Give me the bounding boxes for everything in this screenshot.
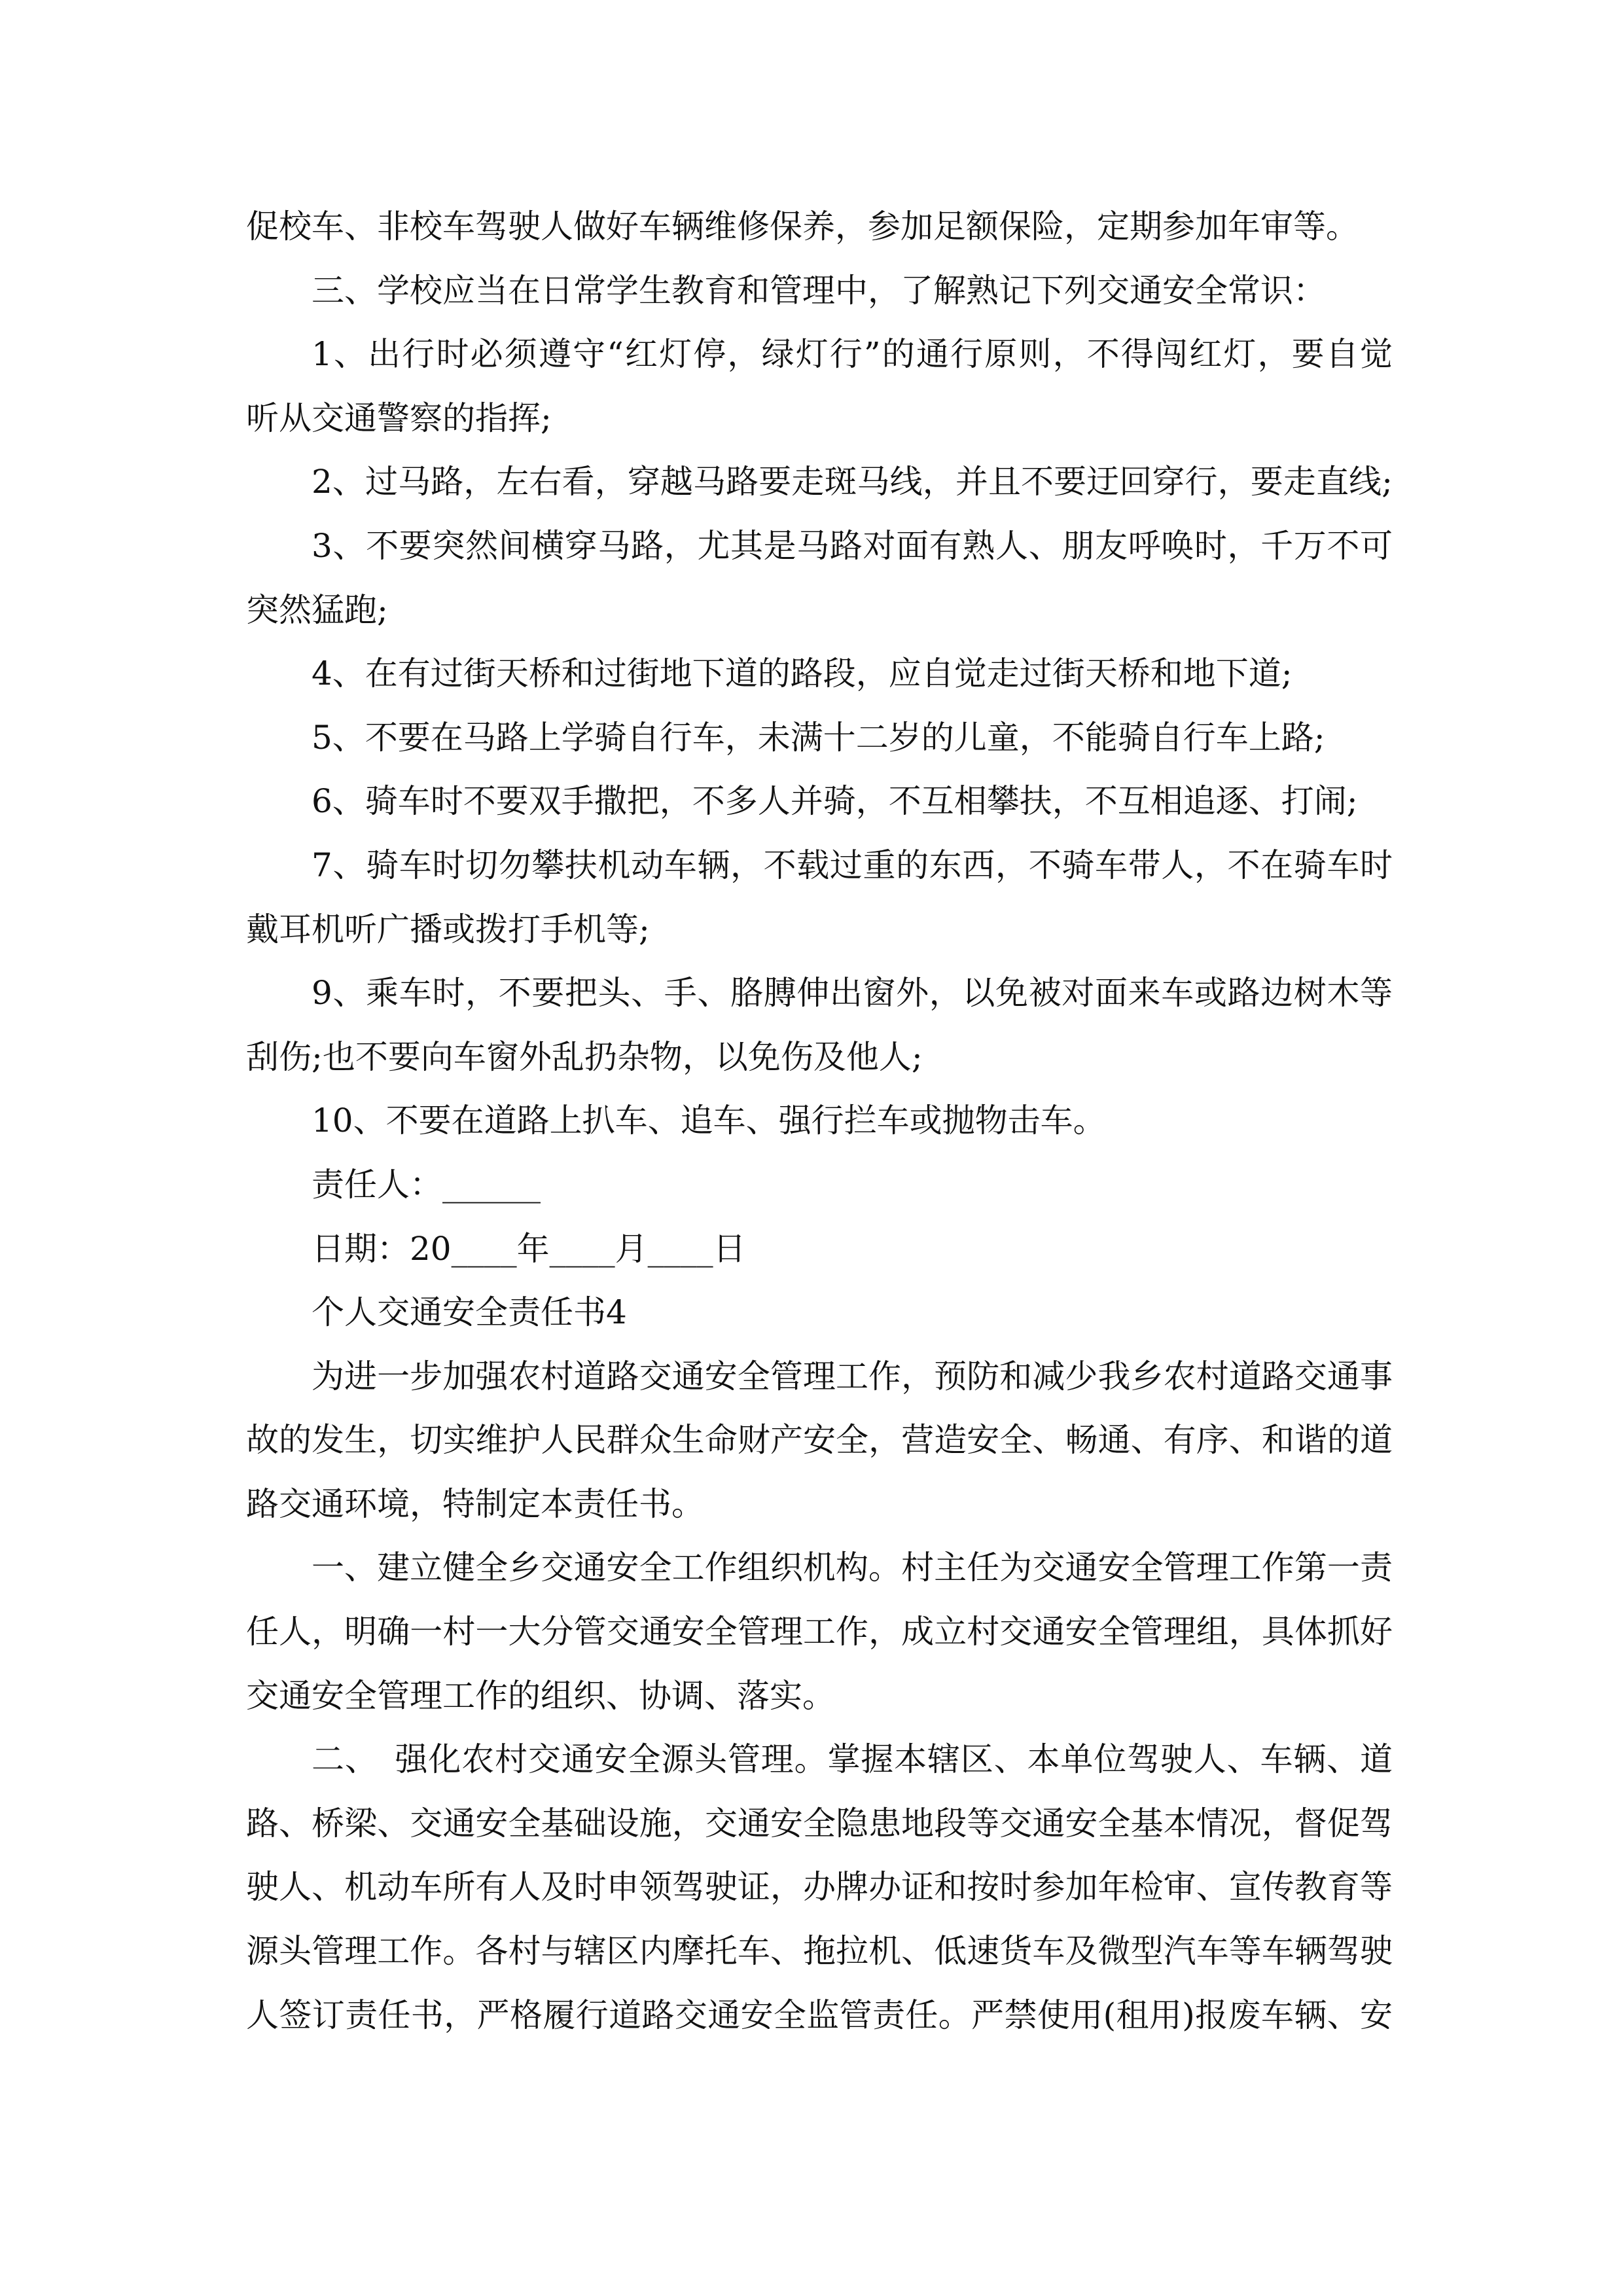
text-line: 日期：20____年____月____日 [312,1229,746,1268]
text-line: 4、在有过街天桥和过街地下道的路段，应自觉走过街天桥和地下道; [312,655,1293,693]
text-line: 3、不要突然间横穿马路，尤其是马路对面有熟人、朋友呼唤时，千万不可 [312,526,1393,565]
text-line: 1、出行时必须遵守“红灯停，绿灯行”的通行原则，不得闯红灯，要自觉 [312,335,1393,374]
text-line: 突然猛跑; [246,590,388,629]
text-line: 人签订责任书，严格履行道路交通安全监管责任。严禁使用(租用)报废车辆、安 [246,1996,1393,2034]
text-line: 2、过马路，左右看，穿越马路要走斑马线，并且不要迂回穿行，要走直线; [312,463,1393,501]
text-line: 个人交通安全责任书4 [312,1293,627,1332]
text-line: 责任人：______ [312,1165,541,1204]
text-line: 三、学校应当在日常学生教育和管理中，了解熟记下列交通安全常识： [312,271,1326,310]
text-line: 戴耳机听广播或拨打手机等; [246,910,650,948]
text-line: 故的发生，切实维护人民群众生命财产安全，营造安全、畅通、有序、和谐的道 [246,1421,1393,1460]
text-line: 驶人、机动车所有人及时申领驾驶证，办牌办证和按时参加年检审、宣传教育等 [246,1868,1393,1907]
text-line: 任人，明确一村一大分管交通安全管理工作，成立村交通安全管理组，具体抓好 [246,1613,1393,1651]
text-line: 促校车、非校车驾驶人做好车辆维修保养，参加足额保险，定期参加年审等。 [246,207,1359,245]
text-line: 交通安全管理工作的组织、协调、落实。 [246,1676,835,1715]
text-line: 二、 强化农村交通安全源头管理。掌握本辖区、本单位驾驶人、车辆、道 [312,1740,1393,1779]
text-line: 路、桥梁、交通安全基础设施，交通安全隐患地段等交通安全基本情况，督促驾 [246,1804,1393,1842]
text-line: 7、骑车时切勿攀扶机动车辆，不载过重的东西，不骑车带人，不在骑车时 [312,846,1393,884]
text-line: 6、骑车时不要双手撒把，不多人并骑，不互相攀扶，不互相追逐、打闹; [312,782,1358,821]
text-line: 为进一步加强农村道路交通安全管理工作，预防和减少我乡农村道路交通事 [312,1357,1393,1395]
text-line: 10、不要在道路上扒车、追车、强行拦车或抛物击车。 [312,1102,1106,1140]
text-line: 听从交通警察的指挥; [246,399,552,437]
document-body [246,195,1393,2047]
text-line: 5、不要在马路上学骑自行车，未满十二岁的儿童，不能骑自行车上路; [312,718,1325,757]
text-line: 路交通环境，特制定本责任书。 [246,1484,704,1523]
text-line: 刮伤;也不要向车窗外乱扔杂物，以免伤及他人; [246,1037,923,1076]
text-line: 一、建立健全乡交通安全工作组织机构。村主任为交通安全管理工作第一责 [312,1549,1393,1587]
text-line: 源头管理工作。各村与辖区内摩托车、拖拉机、低速货车及微型汽车等车辆驾驶 [246,1932,1393,1971]
text-line: 9、乘车时，不要把头、手、胳膊伸出窗外，以免被对面来车或路边树木等 [312,974,1393,1013]
